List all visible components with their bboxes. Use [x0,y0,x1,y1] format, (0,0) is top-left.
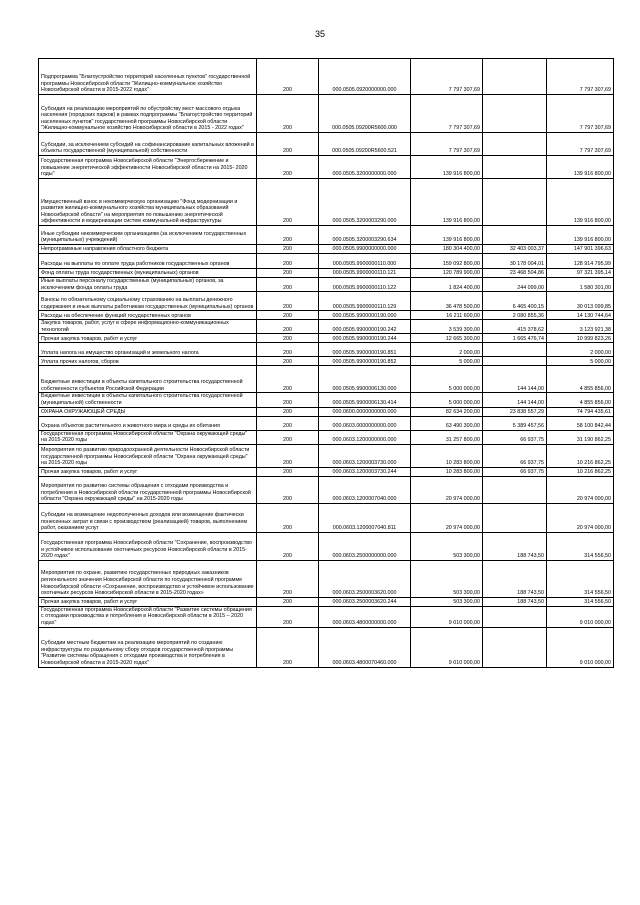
row-name: Государственная программа Новосибирской области "Сохранение, воспроизводство и устойчивое использование охотничьих ресурсов Новосибирской области в 2015-2020 годах" [39,532,257,560]
row-group: 200 [257,357,319,366]
row-plan: 1 824 400,00 [411,278,483,292]
table-row [39,226,614,245]
row-name: Субсидии местным бюджетам на реализацию мероприятий по созданию инфраструктуры по раздельному сбору отходов государственной программы "Развитие системы обращения с отходами производства и потребления в Новосибирской области в 2015-2020 годах" [39,627,257,667]
row-remaining: 4 855 856,00 [547,393,614,407]
row-executed: 188 743,50 [483,560,547,597]
row-remaining: 3 123 921,38 [547,320,614,334]
row-group: 200 [257,476,319,503]
row-executed: 6 465 400,15 [483,292,547,311]
row-group: 200 [257,334,319,343]
row-remaining: 7 797 307,69 [547,59,614,95]
budget-table [38,58,614,668]
row-executed: 30 178 004,01 [483,254,547,269]
table-row [39,320,614,334]
row-group: 200 [257,366,319,393]
row-plan: 120 789 900,00 [411,269,483,278]
row-remaining: 10 216 862,25 [547,467,614,476]
row-name: Государственная программа Новосибирской области "Развитие системы обращения с отходами производства и потребления в Новосибирской области в 2015 – 2020 годах" [39,606,257,627]
row-name: Мероприятия по охране, развитию государственных природных заказников регионального значения Новосибирской области по государственной программе Новосибирской области «Сохранение, воспроизводство и устойчивое использование охотничьих ресурсов Новосибирской области в 2015-2020 годах» [39,560,257,597]
row-remaining: 1 580 301,00 [547,278,614,292]
row-group: 200 [257,269,319,278]
row-name: Бюджетные инвестиции в объекты капитального строительства государственной собственности субъектов Российской Федерации [39,366,257,393]
row-plan: 503 300,00 [411,560,483,597]
row-executed: 188 743,50 [483,597,547,606]
row-remaining: 9 010 000,00 [547,627,614,667]
row-plan: 2 000,00 [411,343,483,357]
table-row [39,366,614,393]
row-executed [483,503,547,532]
row-remaining: 7 797 307,69 [547,95,614,133]
row-executed [483,606,547,627]
row-executed: 188 743,50 [483,532,547,560]
row-code: 000.0505.9900006130.000 [319,366,411,393]
row-group: 200 [257,179,319,226]
row-executed [483,95,547,133]
row-name: Взносы по обязательному социальному страхованию на выплаты денежного содержания и иные выплаты работникам государственных (муниципальных) органов [39,292,257,311]
row-code: 000.0505.9900000110.122 [319,278,411,292]
row-executed [483,179,547,226]
row-code: 000.0603.1200007040.000 [319,476,411,503]
table-row [39,343,614,357]
row-plan: 16 211 600,00 [411,311,483,320]
row-plan: 63 490 300,00 [411,416,483,430]
row-executed [483,476,547,503]
row-code: 000.0603.1200003730.000 [319,444,411,467]
row-name: Подпрограмма "Благоустройство территорий населенных пунктов" государственной программы Новосибирской области "Жилищно-коммунальное хозяйство Новосибирской области в 2015-2022 годах" [39,59,257,95]
table-row [39,254,614,269]
row-plan: 3 539 300,00 [411,320,483,334]
row-remaining: 128 914 795,99 [547,254,614,269]
row-code: 000.0505.9900000190.242 [319,320,411,334]
row-plan: 9 010 000,00 [411,606,483,627]
row-executed: 66 937,75 [483,444,547,467]
row-code: 000.0505.3200003290.634 [319,226,411,245]
row-name: Фонд оплаты труда государственных (муниципальных) органов [39,269,257,278]
row-plan: 12 665 300,00 [411,334,483,343]
row-plan: 36 478 500,00 [411,292,483,311]
row-plan: 139 916 800,00 [411,179,483,226]
row-group: 200 [257,278,319,292]
row-remaining: 31 190 862,25 [547,430,614,444]
row-code: 000.0505.9900000000.000 [319,245,411,254]
row-plan: 503 300,00 [411,597,483,606]
table-row [39,627,614,667]
table-row [39,357,614,366]
row-remaining: 147 901 396,63 [547,245,614,254]
row-plan: 180 304 400,00 [411,245,483,254]
table-row [39,407,614,416]
table-row [39,597,614,606]
row-code: 000.0603.4800000000.000 [319,606,411,627]
row-plan: 20 974 000,00 [411,503,483,532]
row-code: 000.0603.1200003730.244 [319,467,411,476]
row-group: 200 [257,59,319,95]
table-row [39,444,614,467]
row-name: Уплата налога на имущество организаций и земельного налога [39,343,257,357]
row-name: ОХРАНА ОКРУЖАЮЩЕЙ СРЕДЫ [39,407,257,416]
row-remaining: 58 100 842,44 [547,416,614,430]
row-group: 200 [257,444,319,467]
row-group: 200 [257,311,319,320]
row-remaining: 139 916 800,00 [547,156,614,179]
table-row [39,278,614,292]
row-name: Государственная программа Новосибирской области "Охрана окружающей среды" на 2015-2020 годы [39,430,257,444]
table-row [39,416,614,430]
row-remaining: 74 794 435,61 [547,407,614,416]
row-executed: 23 468 504,86 [483,269,547,278]
row-name: Расходы на обеспечение функций государственных органов [39,311,257,320]
row-executed: 66 937,75 [483,467,547,476]
row-executed [483,59,547,95]
row-code: 000.0505.09200R5600.521 [319,133,411,156]
row-executed [483,627,547,667]
row-code: 000.0603.2500003620.244 [319,597,411,606]
table-row [39,133,614,156]
row-code: 000.0505.09200R5600.000 [319,95,411,133]
row-code: 000.0505.9900000110.000 [319,254,411,269]
row-group: 200 [257,532,319,560]
row-plan: 5 000 000,00 [411,393,483,407]
row-remaining: 10 999 823,26 [547,334,614,343]
row-group: 200 [257,606,319,627]
row-executed [483,133,547,156]
row-code: 000.0505.9900000190.244 [319,334,411,343]
row-code: 000.0600.0000000000.000 [319,407,411,416]
row-name: Государственная программа Новосибирской области "Энергосбережение и повышение энергетической эффективности Новосибирской области на 2015- 2020 годы" [39,156,257,179]
row-code: 000.0603.2500000000.000 [319,532,411,560]
page-number: 35 [314,29,325,39]
row-group: 200 [257,245,319,254]
row-executed: 23 838 557,29 [483,407,547,416]
row-group: 200 [257,320,319,334]
row-code: 000.0603.4800070460.000 [319,627,411,667]
row-remaining: 14 130 744,64 [547,311,614,320]
row-name: Прочая закупка товаров, работ и услуг [39,597,257,606]
row-remaining: 2 000,00 [547,343,614,357]
row-code: 000.0603.2500003620.000 [319,560,411,597]
table-row [39,430,614,444]
row-executed: 2 080 855,36 [483,311,547,320]
row-remaining: 20 974 000,00 [547,476,614,503]
table-row [39,269,614,278]
row-code: 000.0603.0000000000.000 [319,416,411,430]
row-executed: 32 403 003,37 [483,245,547,254]
row-group: 200 [257,156,319,179]
row-code: 000.0505.9900000110.129 [319,292,411,311]
row-executed [483,357,547,366]
row-group: 200 [257,560,319,597]
row-name: Расходы на выплаты по оплате труда работников государственных органов [39,254,257,269]
row-group: 200 [257,133,319,156]
row-remaining: 10 216 862,25 [547,444,614,467]
table-row [39,245,614,254]
row-executed: 244 099,00 [483,278,547,292]
table-row [39,59,614,95]
row-remaining: 314 556,50 [547,597,614,606]
row-code: 000.0505.9900000190.851 [319,343,411,357]
row-executed: 144 144,00 [483,393,547,407]
table-row [39,560,614,597]
row-group: 200 [257,393,319,407]
table-row [39,156,614,179]
row-name: Прочая закупка товаров, работ и услуг [39,334,257,343]
row-plan: 5 000 000,00 [411,366,483,393]
table-row [39,532,614,560]
row-name: Закупка товаров, работ, услуг в сфере информационно-коммуникационных технологий [39,320,257,334]
row-code: 000.0603.1200007040.811 [319,503,411,532]
row-plan: 9 010 000,00 [411,627,483,667]
table-row [39,311,614,320]
row-remaining: 314 556,50 [547,532,614,560]
row-group: 200 [257,430,319,444]
row-name: Бюджетные инвестиции в объекты капитального строительства государственной (муниципальной) собственности [39,393,257,407]
table-row [39,467,614,476]
row-code: 000.0505.9900000190.852 [319,357,411,366]
table-row [39,393,614,407]
row-remaining: 5 000,00 [547,357,614,366]
row-plan: 5 000,00 [411,357,483,366]
row-group: 200 [257,627,319,667]
row-plan: 10 283 800,00 [411,467,483,476]
row-remaining: 30 013 099,85 [547,292,614,311]
row-code: 000.0603.1200000000.000 [319,430,411,444]
row-plan: 31 257 800,00 [411,430,483,444]
row-code: 000.0505.3200000000.000 [319,156,411,179]
row-name: Субсидия на реализацию мероприятий по обустройству мест массового отдыха населения (городских парков) в рамках подпрограммы "Благоустройство территорий населенных пунктов" государственной программы Новосибирской области "Жилищно-коммунальное хозяйство Новосибирской области в 2015 - 2022 годах" [39,95,257,133]
row-code: 000.0505.9900000190.000 [319,311,411,320]
row-name: Субсидии на возмещение недополученных доходов или возмещение фактически понесенных затрат в связи с производством (реализацией) товаров, выполнением работ, оказанием услуг [39,503,257,532]
row-group: 200 [257,416,319,430]
row-plan: 7 797 307,69 [411,133,483,156]
row-name: Мероприятия по развитию системы обращения с отходами производства и потребления в Новосибирской области государственной программы Новосибирской области "Охрана окружающей среды" на 2015-2020 годы [39,476,257,503]
row-remaining: 139 916 800,00 [547,226,614,245]
row-code: 000.0505.9900006130.414 [319,393,411,407]
row-executed: 5 389 457,56 [483,416,547,430]
row-executed [483,343,547,357]
table-row [39,292,614,311]
row-name: Субсидии, за исключением субсидий на софинансирование капитальных вложений в объекты государственной (муниципальной) собственности [39,133,257,156]
row-plan: 7 797 307,69 [411,95,483,133]
row-name: Прочая закупка товаров, работ и услуг [39,467,257,476]
row-plan: 503 300,00 [411,532,483,560]
row-code: 000.0505.9900000110.121 [319,269,411,278]
row-name: Мероприятия по развитию природоохранной деятельности Новосибирской области государственной программы Новосибирской области "Охрана окружающей среды" на 2015-2020 годы [39,444,257,467]
row-plan: 7 797 307,69 [411,59,483,95]
row-executed [483,156,547,179]
row-name: Охрана объектов растительного и животного мира и среды их обитания [39,416,257,430]
row-plan: 159 092 800,00 [411,254,483,269]
row-remaining: 4 855 856,00 [547,366,614,393]
table-row [39,334,614,343]
row-group: 200 [257,292,319,311]
row-code: 000.0505.0920000000.000 [319,59,411,95]
row-remaining: 139 916 800,00 [547,179,614,226]
row-name: Уплата прочих налогов, сборов [39,357,257,366]
table-row [39,606,614,627]
row-plan: 139 916 800,00 [411,226,483,245]
row-name: Иные выплаты персоналу государственных (муниципальных) органов, за исключением фонда оплаты труда [39,278,257,292]
table-row [39,503,614,532]
row-group: 200 [257,597,319,606]
row-group: 200 [257,343,319,357]
row-plan: 20 974 000,00 [411,476,483,503]
row-name: Имущественный взнос в некоммерческую организацию "Фонд модернизации и развития жилищно-коммунального хозяйства муниципальных образований Новосибирской области" на мероприятия по повышению энергетической эффективности и модернизации систем коммунальной инфраструктуры [39,179,257,226]
row-group: 200 [257,254,319,269]
row-executed: 144 144,00 [483,366,547,393]
row-remaining: 7 797 307,69 [547,133,614,156]
row-name: Иные субсидии некоммерческим организациям (за исключением государственных (муниципальных) учреждений) [39,226,257,245]
row-group: 200 [257,407,319,416]
row-group: 200 [257,226,319,245]
row-code: 000.0505.3200003290.000 [319,179,411,226]
row-group: 200 [257,503,319,532]
row-remaining: 9 010 000,00 [547,606,614,627]
row-plan: 139 916 800,00 [411,156,483,179]
row-plan: 10 283 800,00 [411,444,483,467]
table-row [39,179,614,226]
row-executed [483,226,547,245]
row-executed: 415 378,62 [483,320,547,334]
row-group: 200 [257,467,319,476]
row-remaining: 97 321 395,14 [547,269,614,278]
row-name: Непрограммные направления областного бюджета [39,245,257,254]
table-row [39,95,614,133]
row-executed: 1 665 476,74 [483,334,547,343]
table-row [39,476,614,503]
row-executed: 66 937,75 [483,430,547,444]
row-plan: 82 634 200,00 [411,407,483,416]
row-group: 200 [257,95,319,133]
row-remaining: 314 556,50 [547,560,614,597]
row-remaining: 20 974 000,00 [547,503,614,532]
